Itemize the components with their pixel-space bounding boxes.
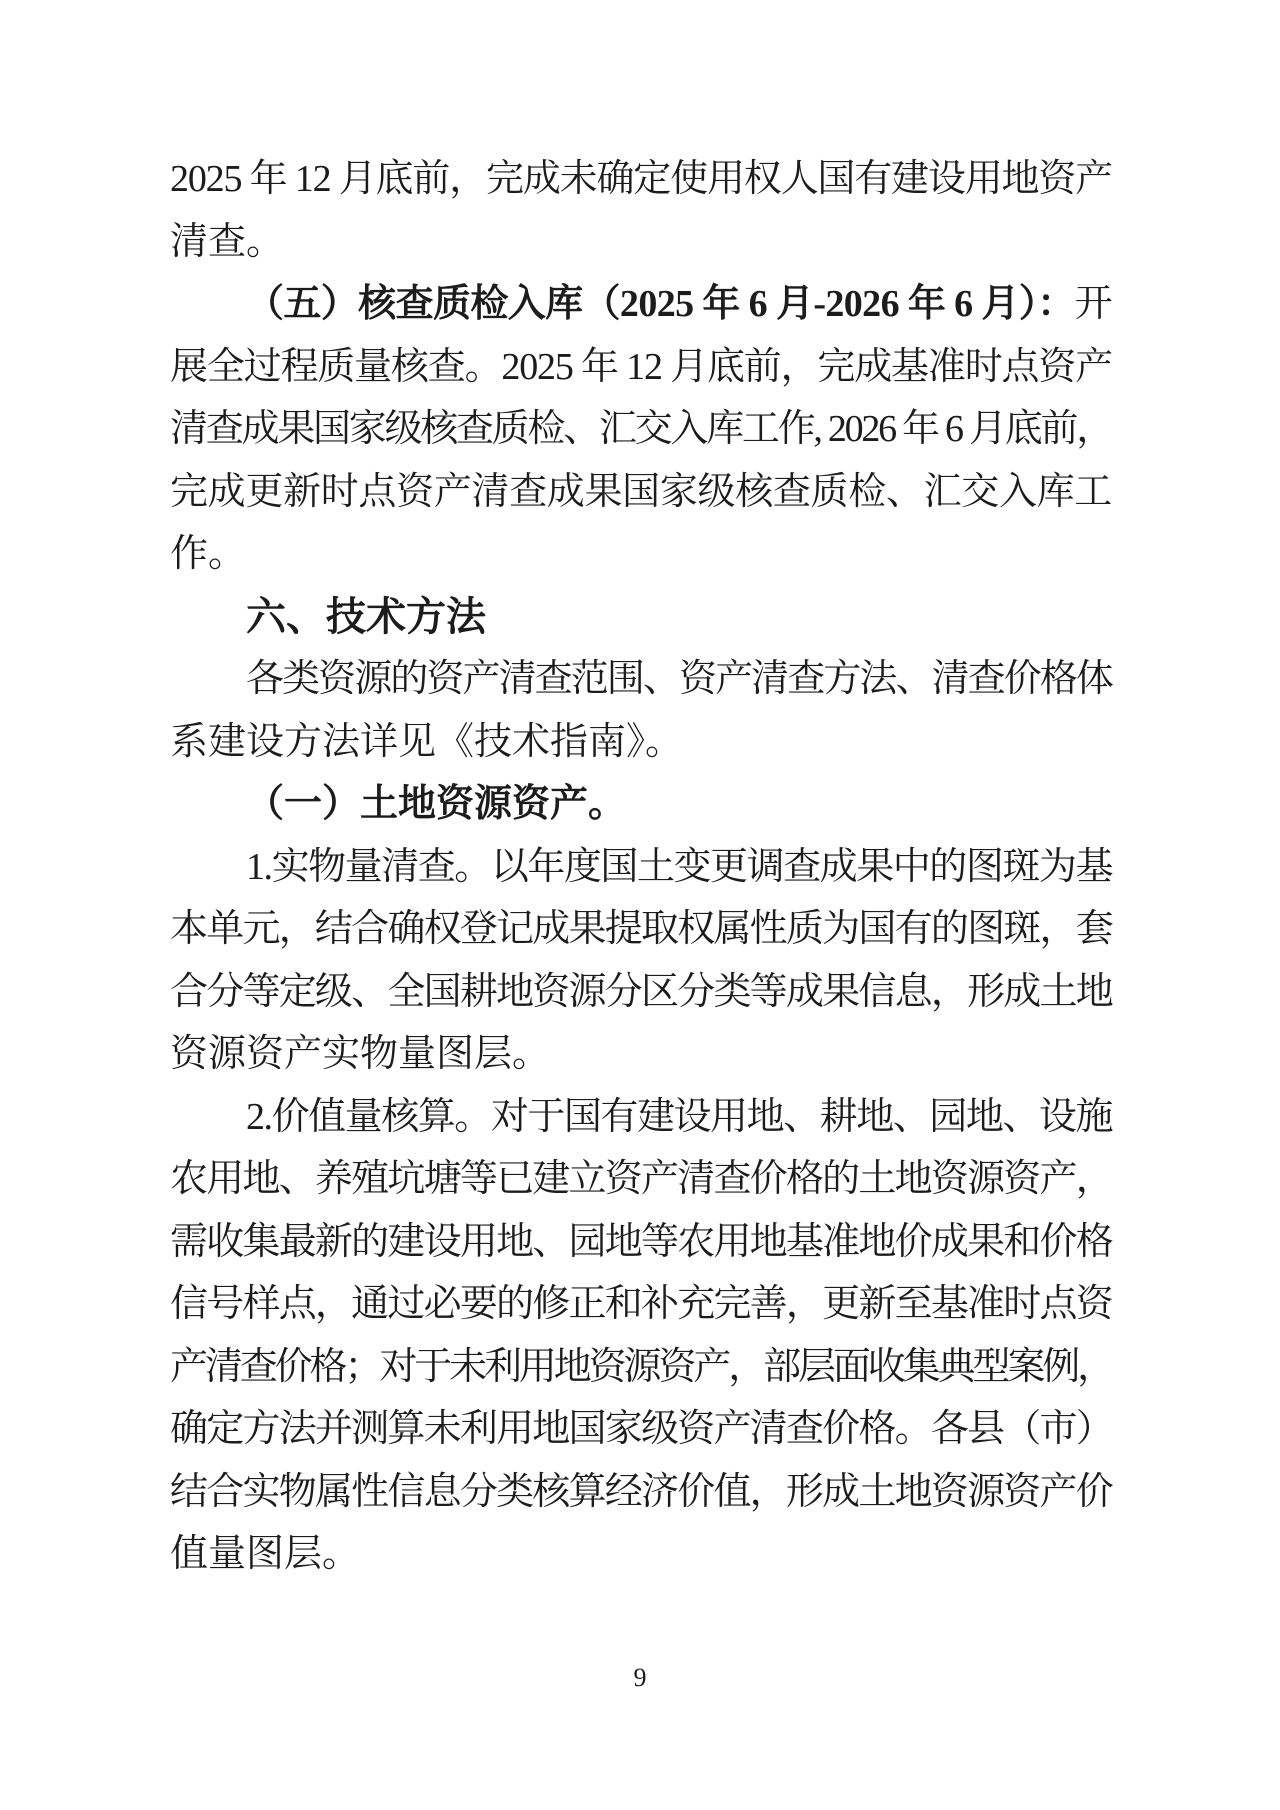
text-line-runs [246, 783, 626, 825]
text-line [170, 148, 1112, 211]
text-run: 产清查价格；对于未利用地资源资产，部层面收集典型案例， [170, 1345, 1112, 1388]
text-line-runs [170, 1346, 1112, 1388]
text-run: 展全过程质量核查。2025 年 12 月底前，完成基准时点资产 [170, 345, 1112, 388]
text-run: 需收集最新的建设用地、园地等农用地基准地价成果和价格 [170, 1220, 1112, 1263]
bold-text-run: （五）核查质检入库（2025 年 6 月-2026 年 6 月）： [246, 283, 1075, 325]
text-run: 2.价值量核算。对于国有建设用地、耕地、园地、设施 [246, 1095, 1112, 1138]
text-line [170, 1398, 1112, 1461]
text-line-runs [170, 471, 1112, 513]
text-line [170, 273, 1112, 336]
text-line-runs [170, 221, 284, 263]
text-run: 1.实物量清查。以年度国土变更调查成果中的图斑为基 [246, 845, 1112, 888]
text-line [170, 898, 1112, 961]
text-run: 合分等定级、全国耕地资源分区分类等成果信息，形成土地 [170, 970, 1112, 1013]
text-line-runs [170, 346, 1112, 388]
section-heading [170, 586, 1112, 649]
text-line [170, 1211, 1112, 1274]
text-line [170, 336, 1112, 399]
text-run: 各类资源的资产清查范围、资产清查方法、清查价格体 [246, 658, 1112, 700]
text-run: 信号样点，通过必要的修正和补充完善，更新至基准时点资 [170, 1283, 1112, 1325]
text-line-runs [246, 1096, 1112, 1138]
text-line [170, 1523, 1112, 1586]
text-line [170, 961, 1112, 1024]
text-line [170, 1273, 1112, 1336]
text-run: 作。 [170, 533, 247, 575]
text-line [170, 648, 1112, 711]
paragraph [170, 273, 1112, 586]
text-line-runs [170, 971, 1112, 1013]
text-line [170, 836, 1112, 899]
text-line-runs [246, 846, 1112, 888]
text-line [170, 211, 1112, 274]
text-line [170, 586, 1112, 649]
text-line-runs [246, 283, 1112, 325]
text-line [170, 711, 1112, 774]
paragraph [170, 648, 1112, 773]
text-line-runs [170, 721, 683, 763]
text-run: 结合实物属性信息分类核算经济价值，形成土地资源资产价 [170, 1470, 1112, 1513]
sub-heading [170, 773, 1112, 836]
text-run: 本单元，结合确权登记成果提取权属性质为国有的图斑，套 [170, 908, 1112, 950]
text-line [170, 1023, 1112, 1086]
text-line-runs [170, 908, 1112, 950]
bold-text-run: 六、技术方法 [246, 594, 486, 639]
text-line-runs [170, 1221, 1112, 1263]
text-run: 值量图层。 [170, 1533, 361, 1575]
text-line [170, 1148, 1112, 1211]
text-line-runs [170, 533, 246, 575]
document-content [170, 148, 1112, 1586]
text-line [170, 523, 1112, 586]
text-run: 资源资产实物量图层。 [170, 1033, 551, 1075]
text-run: 开 [1074, 283, 1112, 325]
text-line [170, 1336, 1112, 1399]
text-line [170, 773, 1112, 836]
text-run: 系建设方法详见《技术指南》。 [170, 720, 684, 763]
page-number: 9 [633, 1663, 647, 1692]
paragraph [170, 836, 1112, 1086]
text-line-runs [170, 1283, 1112, 1325]
text-line [170, 461, 1112, 524]
text-run: 清查成果国家级核查质检、汇交入库工作, 2026 年 6 月底前， [170, 408, 1112, 450]
text-line-runs [170, 1471, 1112, 1513]
text-line-runs [170, 1033, 550, 1075]
paragraph [170, 1086, 1112, 1586]
text-run: 农用地、养殖坑塘等已建立资产清查价格的土地资源资产， [170, 1158, 1112, 1200]
text-line [170, 1461, 1112, 1524]
text-line-runs [246, 595, 486, 639]
text-line-runs [170, 158, 1112, 200]
bold-text-run: （一）土地资源资产。 [246, 783, 627, 825]
text-line-runs [246, 658, 1112, 700]
text-line [170, 1086, 1112, 1149]
text-line-runs [170, 1533, 360, 1575]
text-run: 清查。 [170, 220, 285, 263]
text-line-runs [170, 408, 1112, 450]
text-line-runs [170, 1158, 1112, 1200]
text-line-runs [170, 1408, 1112, 1450]
text-run: 完成更新时点资产清查成果国家级核查质检、汇交入库工 [170, 470, 1112, 513]
paragraph [170, 148, 1112, 273]
text-line [170, 398, 1112, 461]
text-run: 确定方法并测算未利用地国家级资产清查价格。各县（市） [170, 1408, 1112, 1450]
text-run: 2025 年 12 月底前，完成未确定使用权人国有建设用地资产 [170, 158, 1112, 200]
